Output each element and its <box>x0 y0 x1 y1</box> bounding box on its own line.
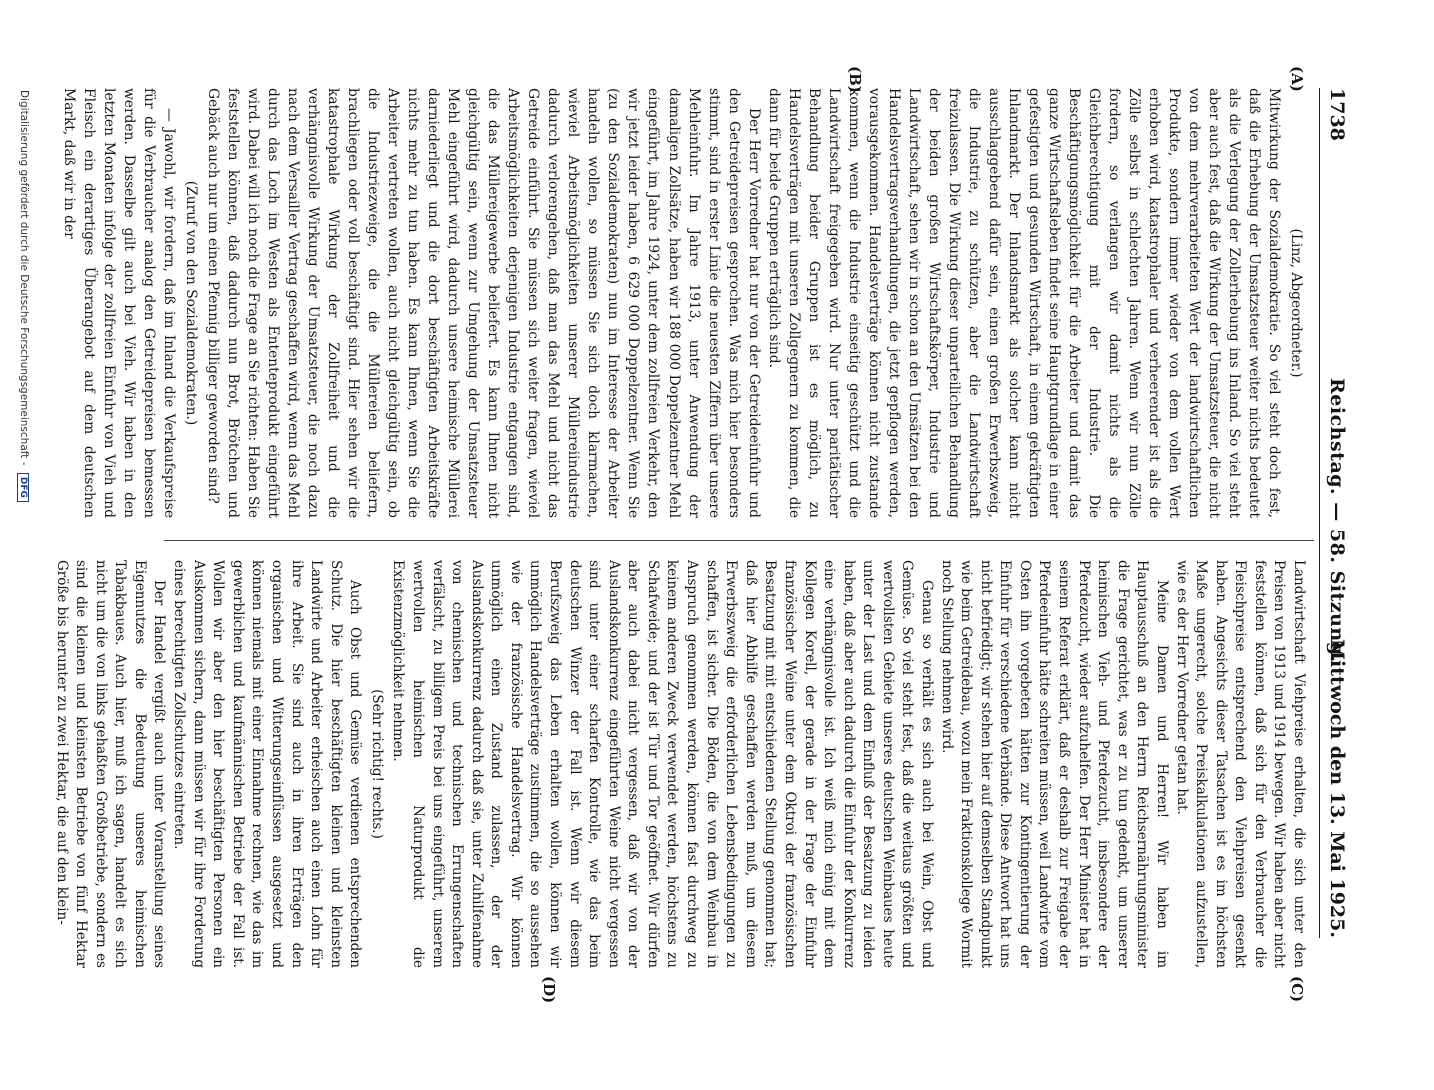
session-date: Mittwoch den 13. Mai 1925. <box>1326 639 1348 938</box>
interjection: (Zuruf von den Sozialdemokraten.) <box>183 180 200 426</box>
page-number: 1738 <box>1326 88 1348 141</box>
digitization-credit <box>17 90 30 1090</box>
dfg-logo: DFG <box>17 473 29 502</box>
right-column <box>51 560 1308 968</box>
margin-mark-a: (A) <box>1288 66 1306 92</box>
session-title: Reichstag. — 58. Sitzung. <box>1326 378 1348 663</box>
running-head <box>1319 88 1350 938</box>
margin-mark-c: (C) <box>1288 976 1306 1003</box>
column-divider <box>164 540 1314 541</box>
paragraph: Mitwirkung der Sozialdemokratie. So viel steht doch fest, daß die Erhebung der Umsatzsteuer weiter nichts bedeutet als die Verlegung der Zollerhebung ins Inland. So viel steht aber auch fest, daß die Wirkung der Umsatzsteuer, die nicht von dem mehrverarbeiteten Wert der landwirtschaftlichen Produkte, sondern immer wieder von dem vollen Wert erhoben wird, katastrophaler und verheerender ist als die Zölle selbst in schlechten Jahren. Wenn wir nun Zölle fordern, so verlangen wir damit nichts als die Gleichberechtigung mit der Industrie. Die Beschäftigungsmöglichkeit für die Arbeiter und damit das ganze Wirtschaftsleben findet seine Hauptgrundlage in einer gefestigten und gesunden Wirtschaft, in einem gekräftigten Inlandmarkt. Der Inlandsmarkt als solcher kann nicht ausschlaggebend dafür sein, einen großen Erwerbszweig, die Industrie, zu schützen, aber die Landwirtschaft freizulassen. Die Wirkung dieser unparteilichen Behandlung der beiden großen Wirtschaftskörper, Industrie und Landwirtschaft, sehen wir in schon an den Umsätzen bei den Handelsvertragsverhandlungen, die jetzt gepflogen werden, vorausgekommen. Handelsverträge können nicht zustande kommen, wenn die Industrie einseitig geschützt und die Landwirtschaft freigegeben wird. Nur unter paritätischer Behandlung beider Gruppen ist es möglich, zu Handelsverträgen mit unseren Zollgegnern zu kommen, die dann für beide Gruppen erträglich sind. <box>765 88 1282 518</box>
left-column <box>59 88 1308 518</box>
paragraph: Auch Obst und Gemüse verdienen entsprechenden Schutz. Die hier beschäftigten kleinen und kleinsten Landwirte und Arbeiter erheischen auch einen Lohn für ihre Arbeit. Sie sind auch in ihren Erträgen den organischen und Witterungseinflüssen ausgesetzt und können niemals mit einer Einnahme rechnen, wie das im gewerblichen und kaufmännischen Betriebe der Fall ist. Wollen wir aber den hier beschäftigten Personen ein Auskommen sichern, dann müssen wir für ihre Forderung eines berechtigten Zollschutzes eintreten. <box>171 560 364 968</box>
paragraph: Genau so verhält es sich auch bei Wein, Obst und Gemüse. So viel steht fest, daß die weitaus größten und wertvollsten Gebiete unseres deutschen Weinbaues heute unter der Last und dem Einfluß der Besatzung zu leiden haben, daß aber auch dadurch die Einfuhr der Konkurrenz eine verhängnisvolle ist. Ich weiß mich einig mit dem Kollegen Korell, der gerade in der Frage der Einfuhr französischer Weine unter dem Oktroi der französischen Besatzung mit mit entschiedenen Stellung genommen hat; daß hier Abhilfe geschaffen werden muß, um diesem Erwerbszweig die erforderlichen Lebensbedingungen zu schaffen, ist sicher. Die Böden, die von dem Weinbau in Anspruch genommen werden, können fast durchweg zu keinem anderen Zweck verwendet werden, höchstens zu Schafweide; und der ist Tür und Tor geöffnet. Wir dürfen aber auch dabei nicht vergessen, daß wir von der Auslandskonkurrenz eingeführten Weine nicht vergessen sind unter einer scharfen Kontrolle, wie das beim deutschen Winzer der Fall ist. Wenn wir diesem Berufszweig das Leben erhalten wollen, können wir unmöglich Handelsverträge zustimmen, die so aussehen wie der französische Handelsvertrag. Wir können unmöglich einen Zustand zulassen, der der Auslandskonkurrenz dadurch daß sie, unter Zuhilfenahme von chemischen und technischen Errungenschaften verfälscht, zu billigem Preis bei uns eingeführt, unserem wertvollen heimischen Naturprodukt die Existenzmöglichkeit nehmen. <box>390 560 936 968</box>
paragraph: Landwirtschaft Viehpreise erhalten, die sich unter den Preisen von 1913 und 1914 bewegen. Wir haben aber nicht feststellen können, daß sich für den Verbraucher die Fleischpreise entsprechend den Viehpreisen gesenkt haben. Angesichts dieser Tatsachen ist es im höchsten Maße ungerecht, solche Preiskalkulationen aufzustellen, wie es der Herr Vorredner getan hat. <box>1173 560 1307 968</box>
paragraph: Der Herr Vorredner hat nur von der Getreideeinfuhr und den Getreidepreisen gesprochen. Was mich hier besonders stimmt, sind in erster Linie die neuesten Ziffern über unsere Mehleinfuhr. Im Jahre 1913, unter Anwendung der damaligen Zollsätze, haben wir 188 000 Doppelzentner Mehl eingeführt, im Jahre 1924, unter dem zollfreien Verkehr, den wir jetzt leider haben, 6 629 000 Doppelzentner. Wenn Sie (zu den Sozialdemokraten) nun im Interesse der Arbeiter handeln wollen, so müssen Sie sich doch klarmachen, wieviel Arbeitsmöglichkeiten unserer Müllereiindustrie dadurch verlorengehen, daß man das Mehl und nicht das Getreide einführt. Sie müssen sich weiter fragen, wieviel Arbeitsmöglichkeiten derjenigen Industrie entgangen sind, die das Müllereigewerbe beliefert. Es kann Ihnen nicht gleichgültig sein, wenn zur Umgehung der Umsatzsteuer Mehl eingeführt wird, dadurch unsere heimische Müllerei darniederliegt und die dort beschäftigten Arbeitskräfte nichts mehr zu tun haben. Es kann Ihnen, wenn Sie die Arbeiter vertreten wollen, auch nicht gleichgültig sein, ob die Industriezweige, die die Müllereien beliefern, brachliegen oder voll beschäftigt sind. Hier sehen wir die katastrophale Wirkung der Zollfreiheit und die verhängnisvolle Wirkung der Umsatzsteuer, die noch dazu nach dem Versailler Vertrag geschaffen wird, wenn das Mehl durch das Loch im Westen als Ententeprodukt eingeführt wird. Dabei will ich noch die Frage an Sie richten: Haben Sie feststellen können, daß dadurch nun Brot, Brötchen und Gebäck auch nur um einen Pfennig billiger geworden sind? <box>205 88 762 518</box>
credit-text: Digitalisierung gefördert durch die Deutsche Forschungsgemeinschaft - <box>18 90 30 466</box>
paragraph: Meine Damen und Herren! Wir haben im Hauptausschuß an den Herrn Reichsernährungsminister die Frage gerichtet, was er zu tun gedenkt, um unserer heimischen Vieh- und Pferdezucht, insbesondere der Pferdezucht, wieder aufzuhelfen. Der Herr Minister hat in seinem Referat erklärt, daß er deshalb zur Freigabe der Pferdeeinfuhr hätte schreiten müssen, weil Landwirte vom Osten ihn vorgebeten hätten zur Kontingentierung der Einfuhr für verschiedene Verbände. Diese Antwort hat uns nicht befriedigt; wir stehen hier auf demselben Standpunkt wie beim Getreidebau, wozu mein Fraktionskollege Wormit noch Stellung nehmen wird. <box>938 560 1170 968</box>
paragraph: Der Handel vergißt auch unter Voranstellung seines Eigennutzes die Bedeutung unseres heimischen Tabakbaues. Auch hier, muß ich sagen, handelt es sich nicht um die von links gehaßten Großbetriebe, sondern es sind die kleinen und kleinsten Betriebe von fünf Hektar Größe bis herunter zu zwei Hektar, die auf den klein- <box>53 560 168 968</box>
paragraph: — Jawohl, wir fordern, daß im Inland die Verkaufspreise für die Verbraucher analog den Getreidepreisen bemessen werden. Dasselbe gilt auch bei Vieh. Wir haben in den letzten Monaten infolge der zollfreien Einfuhr von Vieh und Fleisch ein derartiges Überangebot auf dem deutschen Markt, daß wir in der <box>61 88 178 518</box>
speaker-label: (Linz, Abgeordneter.) <box>1288 228 1304 378</box>
margin-mark-d: (D) <box>540 976 558 1004</box>
interjection: (Sehr richtig! rechts.) <box>368 689 385 839</box>
margin-mark-b: (B) <box>846 66 864 93</box>
